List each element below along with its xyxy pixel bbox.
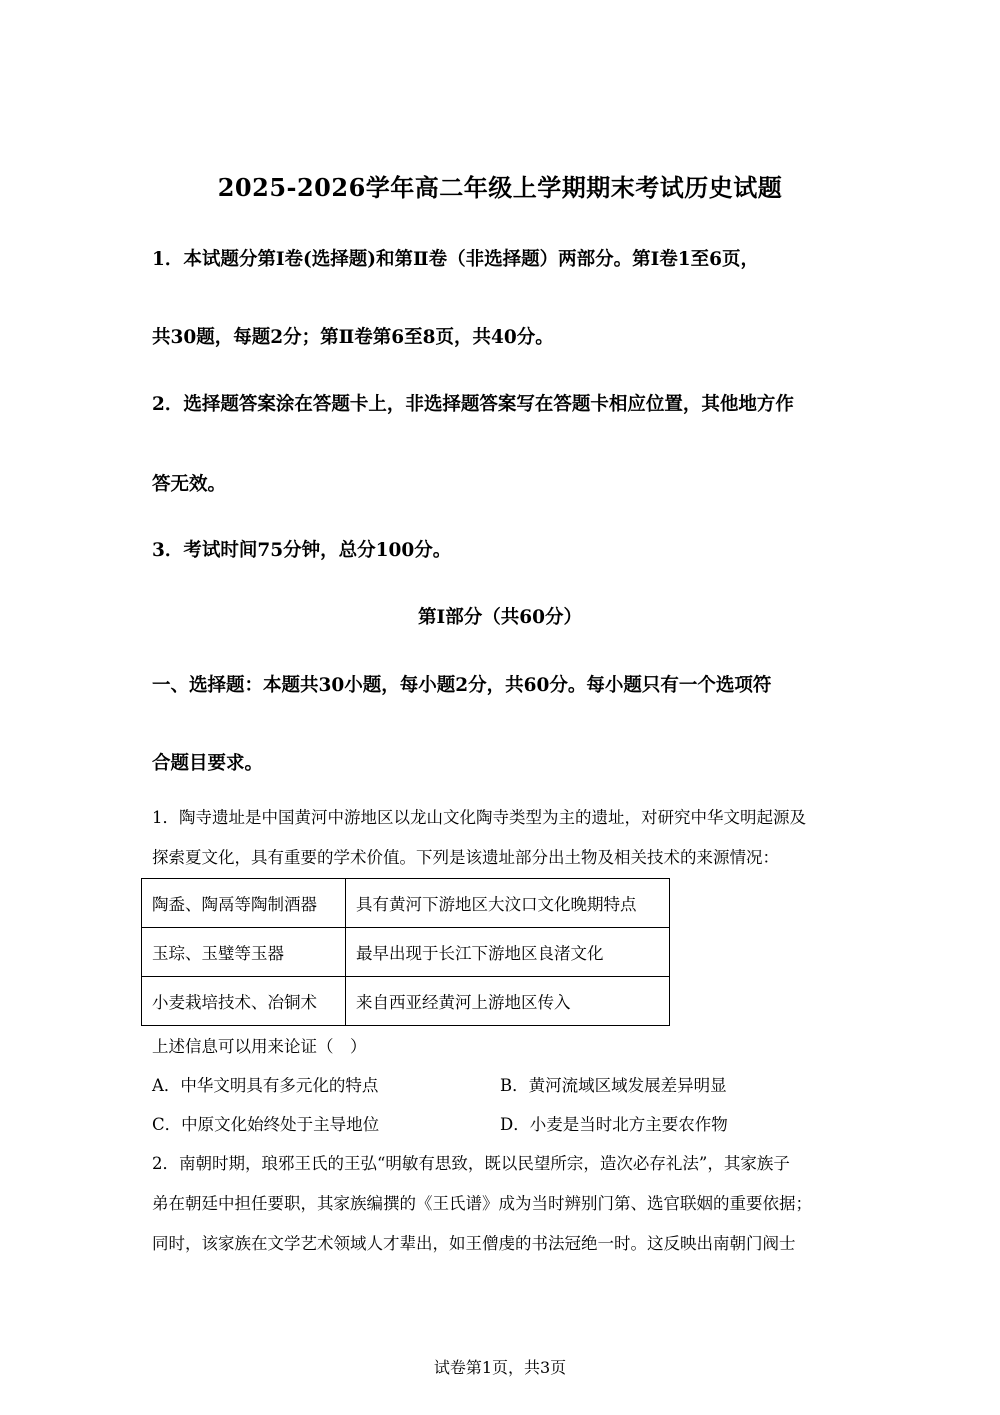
question-1-stem-line-2: 探索夏文化，具有重要的学术价值。下列是该遗址部分出土物及相关技术的来源情况：: [152, 848, 779, 867]
table-row: [142, 977, 670, 1026]
artifact-source-table: [141, 878, 670, 1026]
table-cell: 玉琮、玉璧等玉器: [142, 928, 346, 977]
part-title: 第Ⅰ部分（共60分）: [418, 607, 582, 628]
option-d: D．小麦是当时北方主要农作物: [500, 1115, 728, 1134]
section-heading-line-1: 一、选择题：本题共30小题，每小题2分，共60分。每小题只有一个选项符: [152, 675, 772, 696]
question-1-prompt: 上述信息可以用来论证（ ）: [152, 1037, 367, 1056]
question-2-stem-line-3: 同时，该家族在文学艺术领域人才辈出，如王僧虔的书法冠绝一时。这反映出南朝门阀士: [152, 1234, 796, 1253]
question-2-stem-line-2: 弟在朝廷中担任要职，其家族编撰的《王氏谱》成为当时辨别门第、选官联姻的重要依据；: [152, 1194, 812, 1213]
table-row: [142, 879, 670, 928]
table-cell: 小麦栽培技术、冶铜术: [142, 977, 346, 1026]
section-heading-line-2: 合题目要求。: [152, 753, 264, 774]
question-2-stem-line-1: 2．南朝时期，琅邪王氏的王弘“明敏有思致，既以民望所宗，造次必存礼法”，其家族子: [152, 1154, 790, 1173]
exam-title: 2025-2026学年高二年级上学期期末考试历史试题: [217, 173, 783, 202]
table-cell: 陶盉、陶鬲等陶制酒器: [142, 879, 346, 928]
option-b: B．黄河流域区域发展差异明显: [500, 1076, 727, 1095]
option-c: C．中原文化始终处于主导地位: [152, 1115, 380, 1134]
table-cell: 来自西亚经黄河上游地区传入: [346, 977, 670, 1026]
page-footer: 试卷第1页，共3页: [433, 1358, 567, 1377]
instruction-line-4: 答无效。: [152, 474, 227, 495]
instruction-line-1: 1．本试题分第Ⅰ卷(选择题)和第Ⅱ卷（非选择题）两部分。第Ⅰ卷1至6页，: [152, 249, 760, 270]
instruction-line-2: 共30题，每题2分；第Ⅱ卷第6至8页，共40分。: [152, 327, 554, 348]
table-cell: 具有黄河下游地区大汶口文化晚期特点: [346, 879, 670, 928]
table-row: [142, 928, 670, 977]
instruction-line-3: 2．选择题答案涂在答题卡上，非选择题答案写在答题卡相应位置，其他地方作: [152, 394, 794, 415]
instruction-line-5: 3．考试时间75分钟，总分100分。: [152, 540, 452, 561]
table-cell: 最早出现于长江下游地区良渚文化: [346, 928, 670, 977]
question-1-stem-line-1: 1．陶寺遗址是中国黄河中游地区以龙山文化陶寺类型为主的遗址，对研究中华文明起源及: [152, 808, 806, 827]
option-a: A．中华文明具有多元化的特点: [152, 1076, 379, 1095]
